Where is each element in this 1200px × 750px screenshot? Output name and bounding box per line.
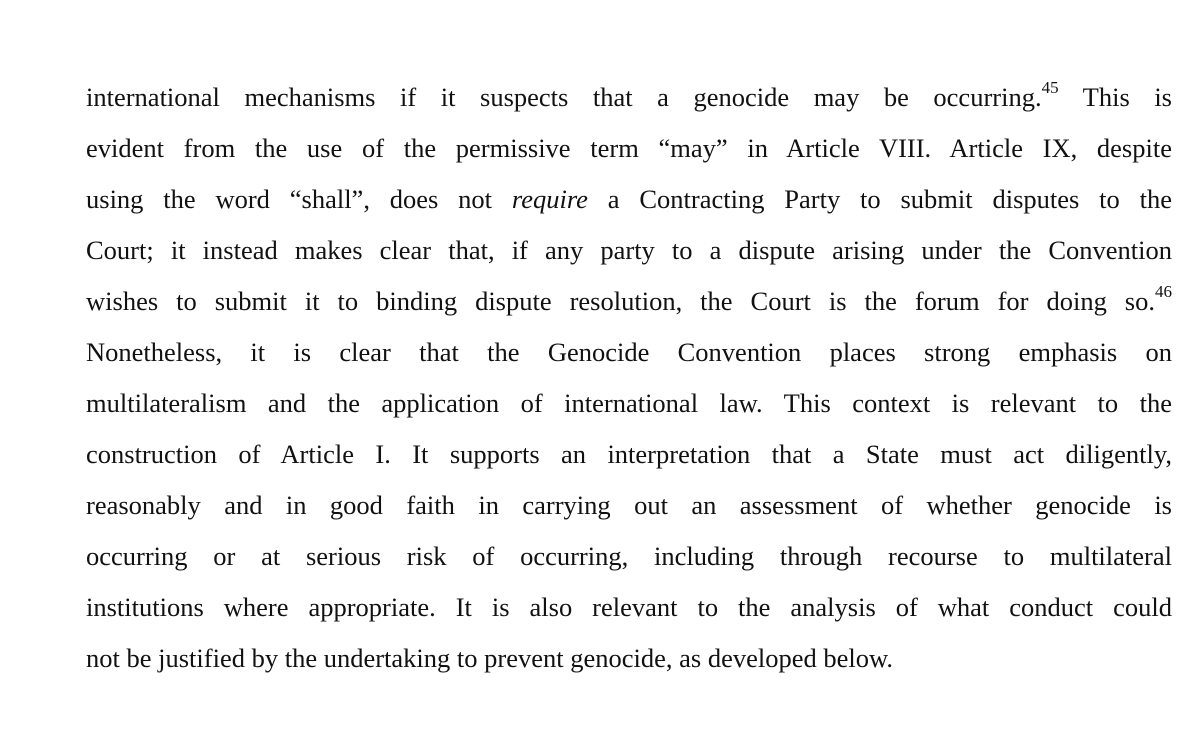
line-text: wishes to submit it to binding dispute resolution, the Court is the forum for doing so. (86, 286, 1155, 316)
text-line-4 (86, 225, 1172, 276)
text-line-1 (86, 72, 1172, 123)
text-line-2 (86, 123, 1172, 174)
line-text: occurring or at serious risk of occurring, including through recourse to multilateral (86, 541, 1172, 571)
line-text: Nonetheless, it is clear that the Genocide Convention places strong emphasis on (86, 337, 1172, 367)
footnote-marker-46: 46 (1155, 282, 1172, 302)
text-line-5 (86, 276, 1172, 327)
line-text: This is (1058, 82, 1172, 112)
line-text: multilateralism and the application of international law. This context is relevant to the (86, 388, 1172, 418)
line-text: not be justified by the undertaking to prevent genocide, as developed below. (86, 643, 894, 673)
text-line-3 (86, 174, 1172, 225)
text-line-6 (86, 327, 1172, 378)
text-line-7 (86, 378, 1172, 429)
line-text: evident from the use of the permissive term “may” in Article VIII. Article IX, despite (86, 133, 1172, 163)
line-text: institutions where appropriate. It is also relevant to the analysis of what conduct could (86, 592, 1172, 622)
body-paragraph (86, 72, 1172, 684)
text-line-11 (86, 582, 1172, 633)
line-text: reasonably and in good faith in carrying out an assessment of whether genocide is (86, 490, 1172, 520)
line-text: construction of Article I. It supports an interpretation that a State must act diligently, (86, 439, 1172, 469)
footnote-marker-45: 45 (1041, 78, 1059, 98)
line-text: using the word “shall”, does not (86, 184, 512, 214)
text-line-8 (86, 429, 1172, 480)
emphasized-word: require (511, 184, 588, 214)
text-line-9 (86, 480, 1172, 531)
line-text: a Contracting Party to submit disputes to the (587, 184, 1172, 214)
line-text: Court; it instead makes clear that, if any party to a dispute arising under the Convention (86, 235, 1172, 265)
line-text: international mechanisms if it suspects that a genocide may be occurring. (86, 82, 1042, 112)
text-line-12 (86, 633, 1172, 684)
text-line-10 (86, 531, 1172, 582)
